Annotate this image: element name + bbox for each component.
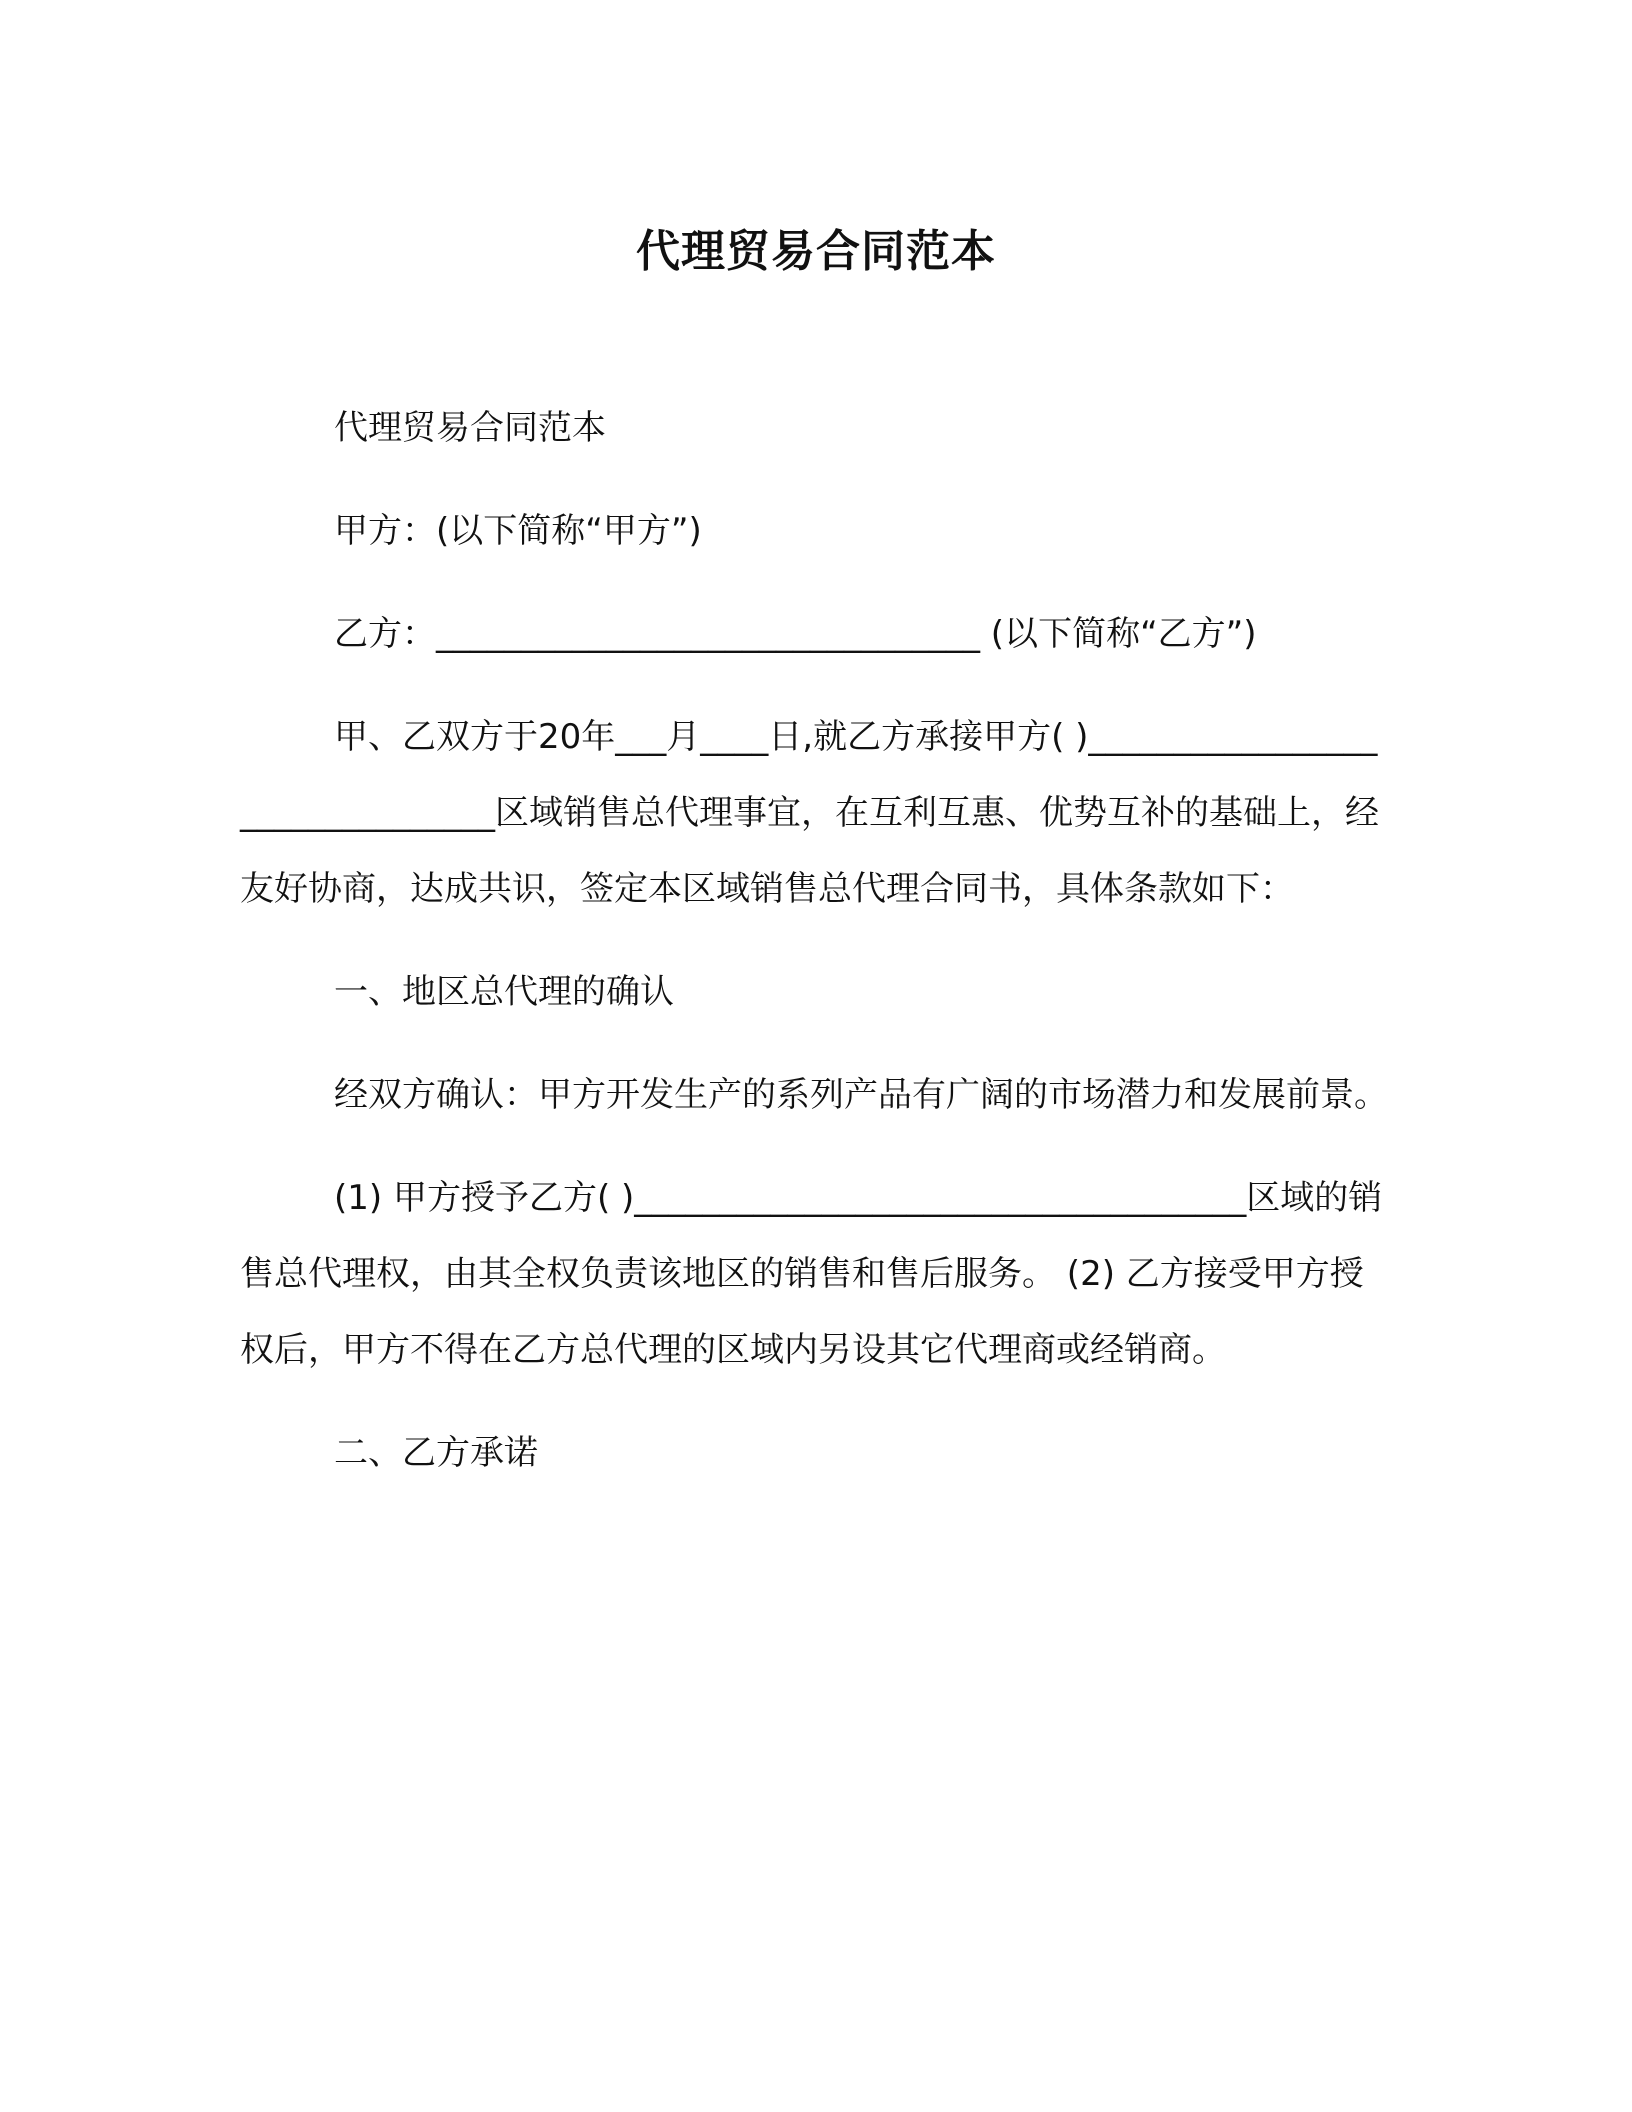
paragraph-party-a: 甲方：(以下简称“甲方”) <box>334 511 702 551</box>
paragraph-confirmation: 经双方确认：甲方开发生产的系列产品有广阔的市场潜力和发展前景。 <box>334 1075 1388 1115</box>
document-body <box>240 390 1390 1518</box>
paragraph-subtitle: 代理贸易合同范本 <box>334 408 606 448</box>
paragraph-authorization: (1) 甲方授予乙方( )____________________________________区域的销售总代理权，由其全权负责该地区的销售和售后服务。 (2) 乙方接受甲方授权后，甲方不得在乙方总代理的区域内另设其它代理商或经销商。 <box>240 1178 1383 1370</box>
paragraph-agreement-intro: 甲、乙双方于20年___月____日,就乙方承接甲方( )________________________________区域销售总代理事宜，在互利互惠、优势互补的基础上，经友好协商，达成共识，签定本区域销售总代理合同书，具体条款如下： <box>240 717 1379 909</box>
document-title: 代理贸易合同范本 <box>636 226 996 277</box>
paragraph-party-b: 乙方：________________________________ (以下简称“乙方”) <box>334 614 1257 654</box>
section-heading-2: 二、乙方承诺 <box>334 1433 538 1473</box>
section-heading-1: 一、地区总代理的确认 <box>334 972 674 1012</box>
